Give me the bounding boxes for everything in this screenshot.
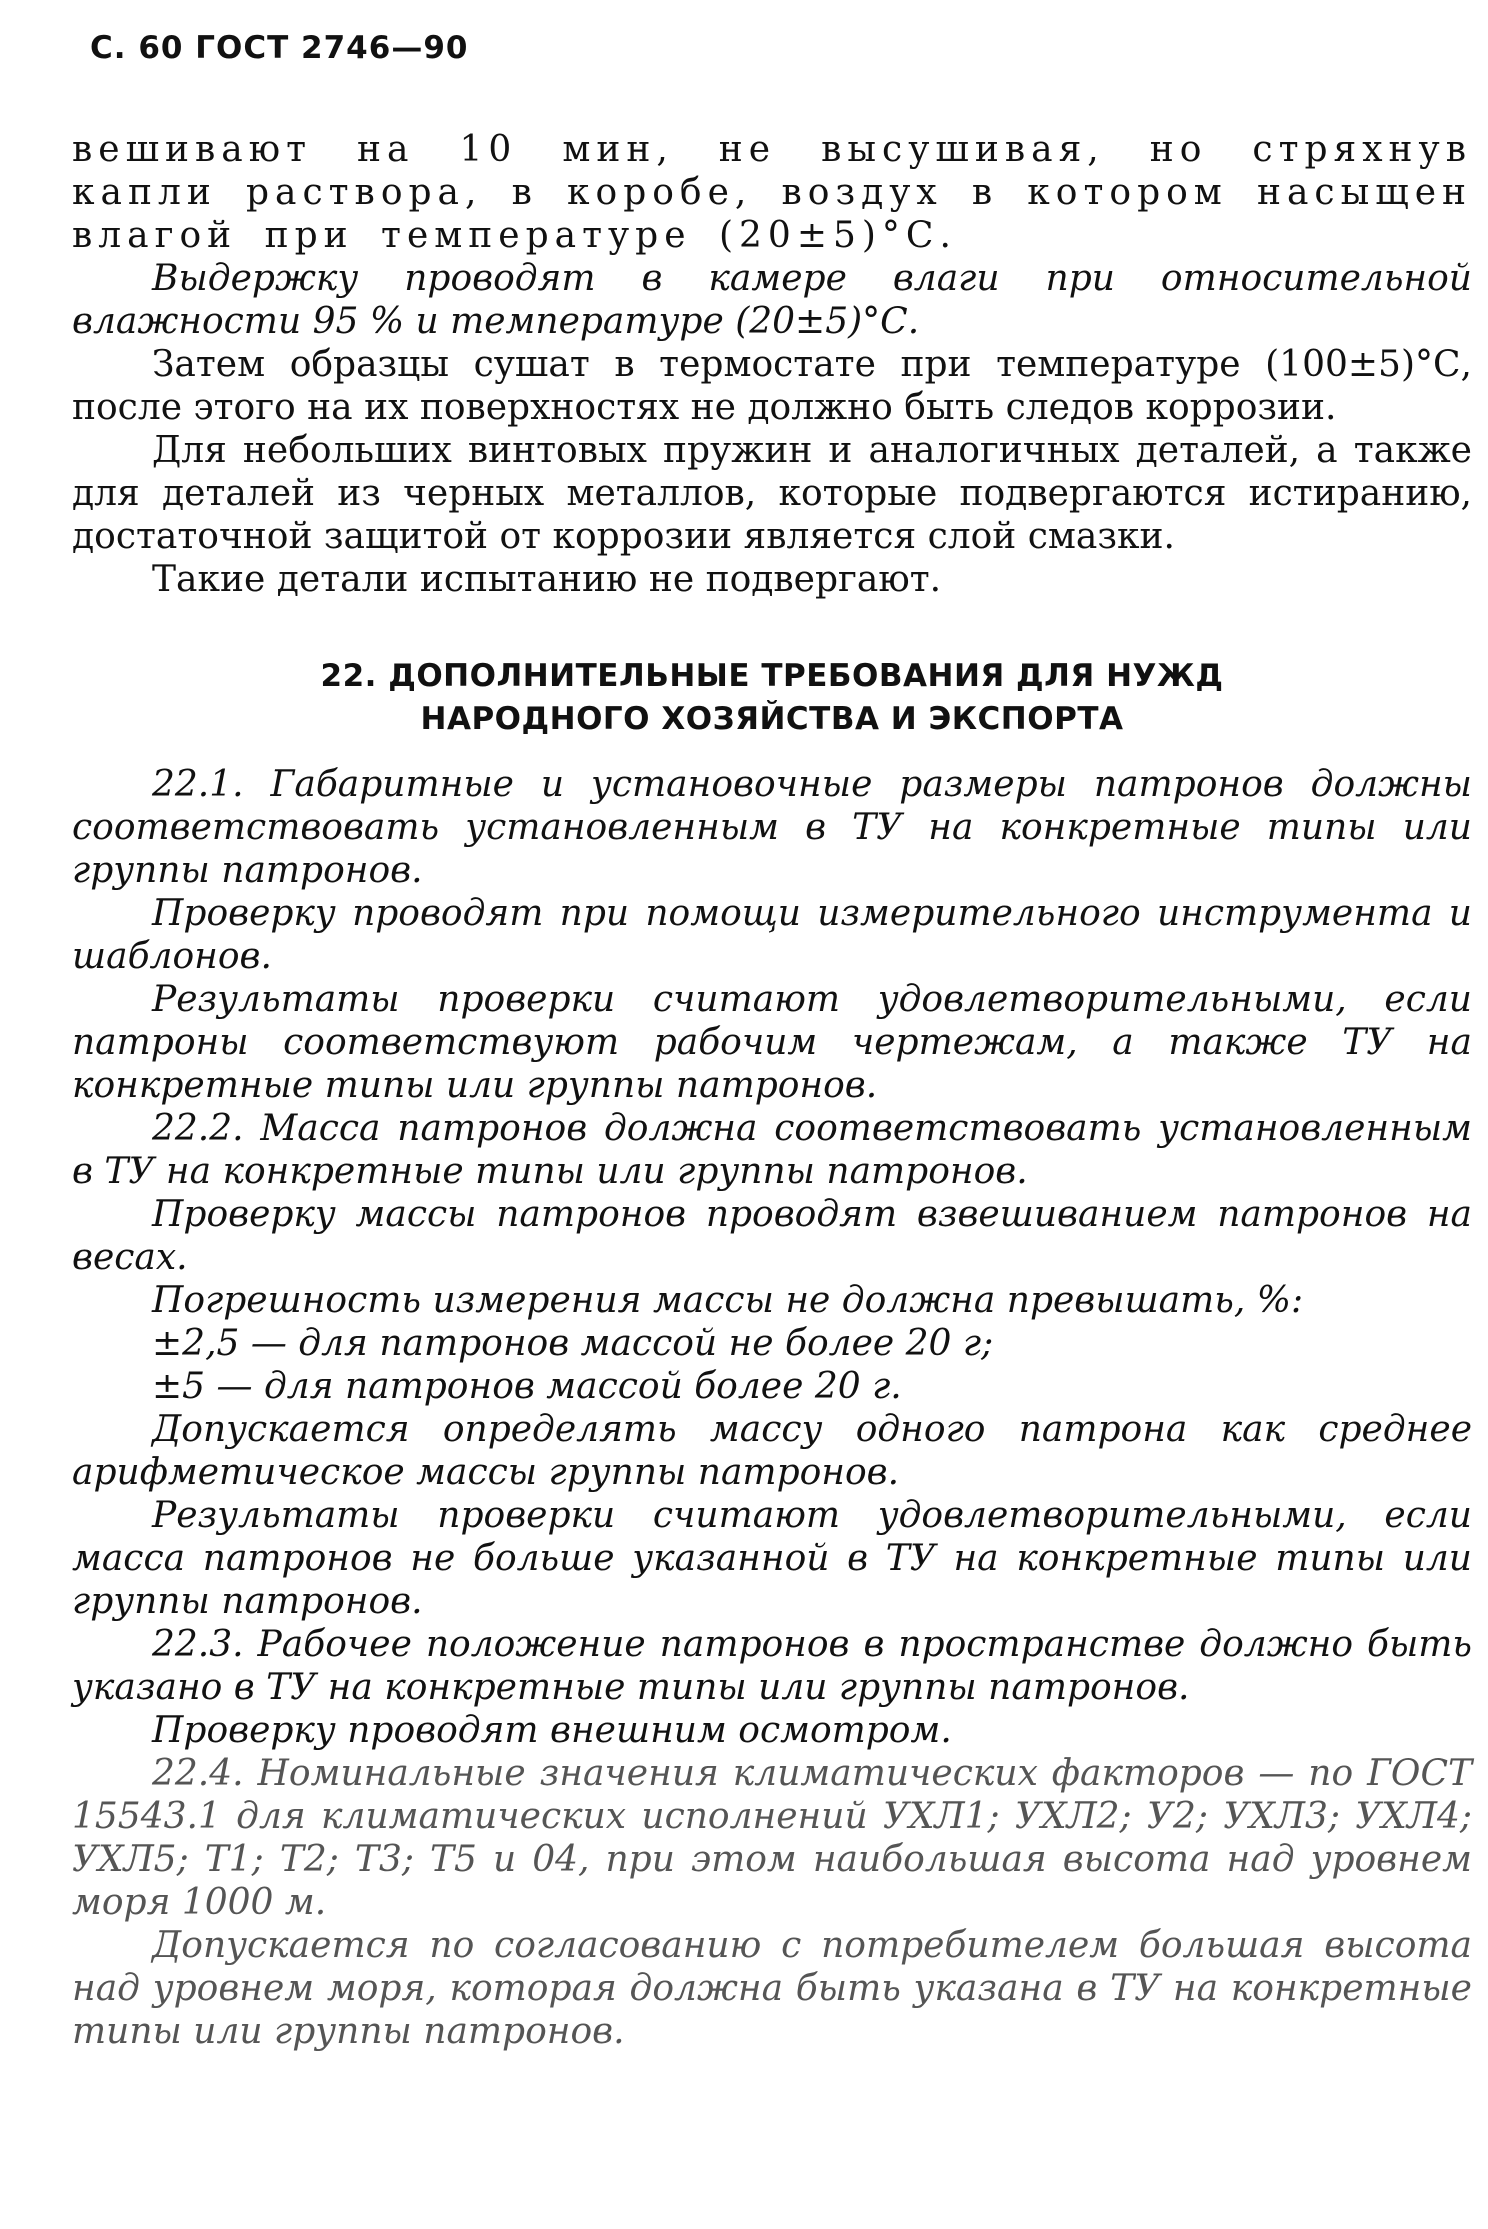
paragraph-exposure: Выдержку проводят в камере влаги при относительной влажности 95 % и температуре (20±5)°С. xyxy=(72,258,1472,342)
paragraph-mass-error: Погрешность измерения массы не должна превышать, %: xyxy=(152,1280,1304,1321)
clause-22-1: 22.1. Габаритные и установочные размеры патронов должны соответствовать установленным в ТУ на конкретные типы или группы патронов. xyxy=(72,764,1472,891)
list-item-mass-small: ±2,5 — для патронов массой не более 20 г; xyxy=(152,1323,994,1364)
clause-22-4: 22.4. Номинальные значения климатических факторов — по ГОСТ 15543.1 для климатических исполнений УХЛ1; УХЛ2; У2; УХЛ3; УХЛ4; УХЛ5; Т1; Т2; Т3; Т5 и 04, при этом наибольшая высота над уровнем моря 1000 м. xyxy=(72,1753,1472,1923)
list-item-mass-large: ±5 — для патронов массой более 20 г. xyxy=(152,1366,902,1407)
paragraph-results-drawings: Результаты проверки считают удовлетворительными, если патроны соответствуют рабочим чертежам, а также ТУ на конкретные типы или группы патронов. xyxy=(72,979,1472,1106)
paragraph-weighing: Проверку массы патронов проводят взвешиванием патронов на весах. xyxy=(72,1194,1472,1278)
paragraph-not-tested: Такие детали испытанию не подвергают. xyxy=(152,559,942,600)
paragraph-drying: Затем образцы сушат в термостате при температуре (100±5)°С, после этого на их поверхностях не должно быть следов коррозии. xyxy=(72,344,1472,428)
section-heading xyxy=(72,655,1472,741)
clause-22-2: 22.2. Масса патронов должна соответствовать установленным в ТУ на конкретные типы или группы патронов. xyxy=(72,1108,1472,1192)
paragraph-altitude: Допускается по согласованию с потребителем большая высота над уровнем моря, которая должна быть указана в ТУ на конкретные типы или группы патронов. xyxy=(72,1925,1472,2052)
clause-22-3: 22.3. Рабочее положение патронов в пространстве должно быть указано в ТУ на конкретные типы или группы патронов. xyxy=(72,1624,1472,1708)
section-heading-line-2: НАРОДНОГО ХОЗЯЙСТВА И ЭКСПОРТА xyxy=(420,701,1124,737)
paragraph-continuation: вешивают на 10 мин, не высушивая, но стряхнув капли раствора, в коробе, воздух в котором насыщен влагой при температуре (20±5)°С. xyxy=(72,129,1472,256)
section-heading-line-1: 22. ДОПОЛНИТЕЛЬНЫЕ ТРЕБОВАНИЯ ДЛЯ НУЖД xyxy=(320,658,1224,694)
running-header: С. 60 ГОСТ 2746—90 xyxy=(90,30,469,66)
paragraph-results-mass: Результаты проверки считают удовлетворительными, если масса патронов не больше указанной в ТУ на конкретные типы или группы патронов. xyxy=(72,1495,1472,1622)
paragraph-check-tools: Проверку проводят при помощи измерительного инструмента и шаблонов. xyxy=(72,893,1472,977)
paragraph-small-springs: Для небольших винтовых пружин и аналогичных деталей, а также для деталей из черных металлов, которые подвергаются истиранию, достаточной защитой от коррозии является слой смазки. xyxy=(72,430,1472,557)
paragraph-mass-average: Допускается определять массу одного патрона как среднее арифметическое массы группы патронов. xyxy=(72,1409,1472,1493)
paragraph-visual-check: Проверку проводят внешним осмотром. xyxy=(152,1710,952,1751)
document-body xyxy=(72,128,1472,2053)
